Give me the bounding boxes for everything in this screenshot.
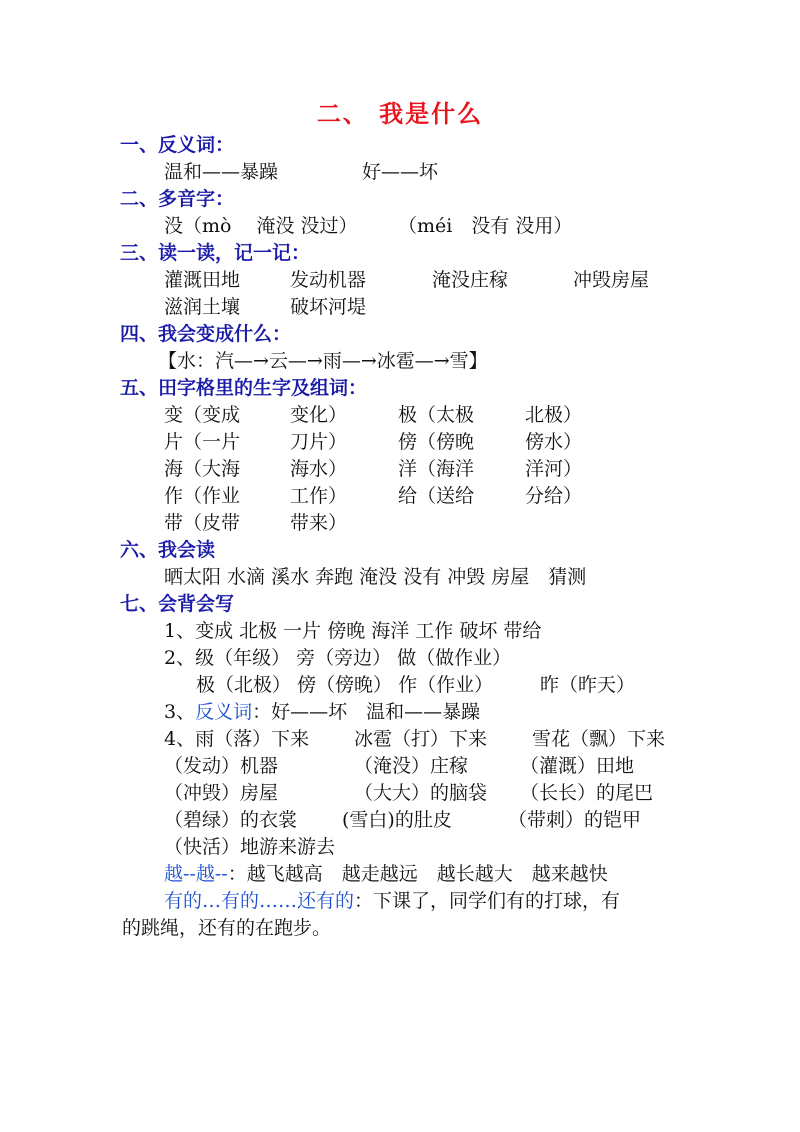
char-word: 分给） xyxy=(525,485,583,507)
char-word: 海（大海 xyxy=(164,458,241,480)
char-word: 北极） xyxy=(525,404,583,426)
recite-line-3 xyxy=(164,697,480,724)
char-word: 工作） xyxy=(290,485,348,507)
heading-recite-write: 七、会背会写 xyxy=(120,593,235,615)
antonym-text: ：好——坏 温和——暴躁 xyxy=(252,701,481,723)
yue-label: 越--越-- xyxy=(164,863,228,885)
polyphonic-mei: （méi 没有 没用） xyxy=(398,215,573,237)
phrase: （大大）的脑袋 xyxy=(354,782,488,804)
char-word: 带来） xyxy=(290,512,348,534)
phrase: （碧绿）的衣裳 xyxy=(164,809,298,831)
yue-pattern-line xyxy=(164,859,608,886)
char-word: 极（太极 xyxy=(398,404,475,426)
you-pattern-line xyxy=(164,886,620,913)
phrase: 4、雨（落）下来 xyxy=(164,728,310,750)
char-word: 海水） xyxy=(290,458,348,480)
phrase: 发动机器 xyxy=(290,269,367,291)
phrase: （长长）的尾巴 xyxy=(520,782,654,804)
phrase: （淹没）庄稼 xyxy=(354,755,469,777)
antonym-pair: 温和——暴躁 xyxy=(164,161,279,183)
heading-antonyms: 一、反义词： xyxy=(120,134,235,156)
phrase: 冲毁房屋 xyxy=(573,269,650,291)
antonym-label: 反义词 xyxy=(195,701,253,723)
phrase: 冰雹（打）下来 xyxy=(354,728,488,750)
you-label: 有的…有的……还有的 xyxy=(164,890,355,912)
phrase: 雪花（飘）下来 xyxy=(532,728,666,750)
phrase: （冲毁）房屋 xyxy=(164,782,279,804)
heading-new-characters: 五、田字格里的生字及组词： xyxy=(120,377,368,399)
phrase: 灌溉田地 xyxy=(164,269,241,291)
heading-i-can-read: 六、我会读 xyxy=(120,539,216,561)
reading-words: 晒太阳 水滴 溪水 奔跑 淹没 没有 冲毁 房屋 猜测 xyxy=(164,566,587,588)
heading-polyphonic: 二、多音字： xyxy=(120,188,235,210)
heading-what-i-become: 四、我会变成什么： xyxy=(120,323,292,345)
phrase: 滋润土壤 xyxy=(164,296,241,318)
phrase: （带刺）的铠甲 xyxy=(508,809,642,831)
phrase: 破坏河堤 xyxy=(290,296,367,318)
yue-text: ：越飞越高 越走越远 越长越大 越来越快 xyxy=(227,863,608,885)
heading-read-remember: 三、读一读，记一记： xyxy=(120,242,311,264)
phrase: (雪白)的肚皮 xyxy=(342,809,452,831)
char-word: 变（变成 xyxy=(164,404,241,426)
antonym-pair: 好——坏 xyxy=(362,161,439,183)
char-word: 洋河） xyxy=(525,458,583,480)
line-number: 3、 xyxy=(164,701,196,723)
char-word: 刀片） xyxy=(290,431,348,453)
recite-line-2: 2、级（年级） 旁（旁边） 做（做作业） xyxy=(164,647,512,669)
recite-line-1: 1、变成 北极 一片 傍晚 海洋 工作 破坏 带给 xyxy=(164,620,542,642)
you-text: ：下课了，同学们有的打球，有 xyxy=(354,890,621,912)
water-cycle-chain: 【水：汽—→云—→雨—→冰雹—→雪】 xyxy=(158,350,488,372)
char-word: 带（皮带 xyxy=(164,512,241,534)
phrase: （快活）地游来游去 xyxy=(164,836,336,858)
phrase: 淹没庄稼 xyxy=(432,269,509,291)
phrase: （发动）机器 xyxy=(164,755,279,777)
page-title: 二、 我是什么 xyxy=(316,100,484,128)
char-word: 傍（傍晚 xyxy=(398,431,475,453)
polyphonic-mo: 没（mò 淹没 没过） xyxy=(164,215,358,237)
char-word: 片（一片 xyxy=(164,431,241,453)
char-word: 变化） xyxy=(290,404,348,426)
recite-line-2b: 极（北极） 傍（傍晚） 作（作业） xyxy=(196,674,494,696)
you-pattern-line-2: 的跳绳，还有的在跑步。 xyxy=(122,917,332,939)
char-word: 傍水） xyxy=(525,431,583,453)
phrase: （灌溉）田地 xyxy=(520,755,635,777)
char-word: 给（送给 xyxy=(398,485,475,507)
char-word: 洋（海洋 xyxy=(398,458,475,480)
char-word: 作（作业 xyxy=(164,485,241,507)
recite-line-2c: 昨（昨天） xyxy=(540,674,636,696)
